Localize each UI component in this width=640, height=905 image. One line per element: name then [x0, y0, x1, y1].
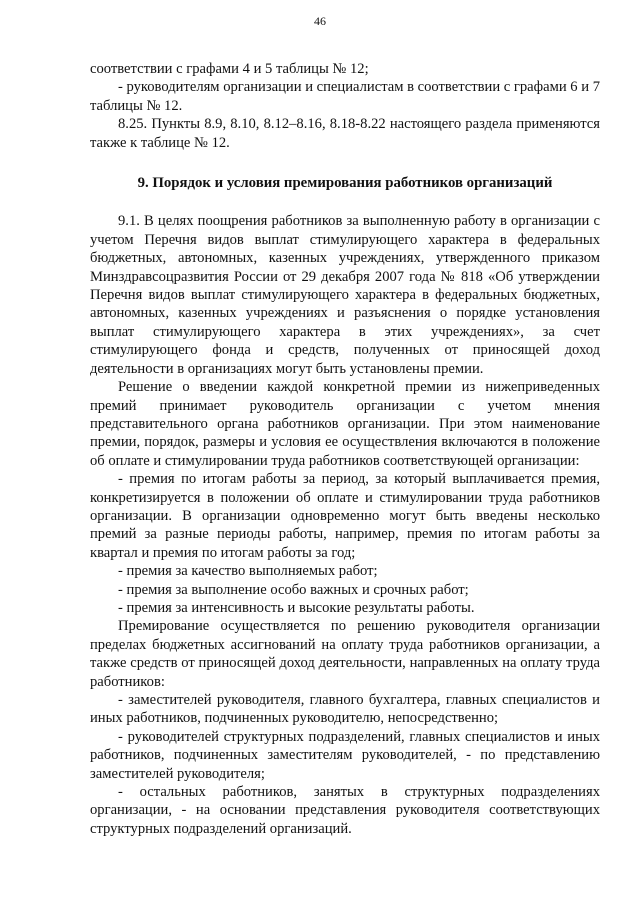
list-item-department-heads: - руководителей структурных подразделений, главных специалистов и иных работников, подчиненных заместителям руководителей, - по представлению заместителей руководителя; [90, 728, 600, 782]
list-item-deputies: - заместителей руководителя, главного бухгалтера, главных специалистов и иных работников, подчиненных руководителю, непосредственно; [90, 692, 600, 727]
list-item-other-staff: - остальных работников, занятых в структурных подразделениях организации, - на основании представления руководителя соответствующих структурных подразделений организаций. [90, 784, 600, 837]
paragraph-8-25: 8.25. Пункты 8.9, 8.10, 8.12–8.16, 8.18-8.22 настоящего раздела применяются также к таблице № 12. [90, 116, 600, 151]
list-item-urgent-bonus: - премия за выполнение особо важных и срочных работ; [118, 581, 469, 598]
section-heading: 9. Порядок и условия премирования работников организаций [137, 175, 553, 192]
list-item-intensity-bonus: - премия за интенсивность и высокие результаты работы. [118, 599, 475, 616]
list-item-quality-bonus: - премия за качество выполняемых работ; [118, 563, 378, 580]
document-body [90, 60, 600, 838]
paragraph-decision: Решение о введении каждой конкретной премии из нижеприведенных премий принимает руководитель организации с учетом мнения представительного органа работников организации. При этом наименование премии, порядок, размеры и условия ее осуществления включаются в положение об оплате и стимулировании труда работников соответствующей организации: [90, 379, 600, 469]
paragraph-bonus-process: Премирование осуществляется по решению руководителя организации пределах бюджетных ассигнований на оплату труда работников организации, а также средств от приносящей доход деятельности, направленных на оплату труда работников: [90, 618, 600, 690]
list-item-managers: - руководителям организации и специалистам в соответствии с графами 6 и 7 таблицы № 12. [90, 79, 600, 114]
page-number: 46 [314, 14, 326, 28]
paragraph-9-1: 9.1. В целях поощрения работников за выполненную работу в организации с учетом Перечня видов выплат стимулирующего характера в федеральных бюджетных, автономных, казенных учреждениях, утвержденного приказом Минздравсоцразвития России от 29 декабря 2007 года № 818 «Об утверждении Перечня видов выплат стимулирующего характера в федеральных бюджетных, автономных, казенных учреждениях и разъяснения о порядке установления выплат стимулирующего характера в этих учреждениях», за счет стимулирующего фонда и средств, полученных от приносящей доход деятельности в организациях могут быть установлены премии. [90, 213, 600, 377]
list-item-period-bonus: - премия по итогам работы за период, за который выплачивается премия, конкретизируется в положении об оплате и стимулировании труда работников организации. В организации одновременно могут быть введены несколько премий за разные периоды работы, например, премия по итогам работы за квартал и премия по итогам работы за год; [90, 471, 600, 561]
paragraph-continuation: соответствии с графами 4 и 5 таблицы № 12; [90, 61, 369, 77]
